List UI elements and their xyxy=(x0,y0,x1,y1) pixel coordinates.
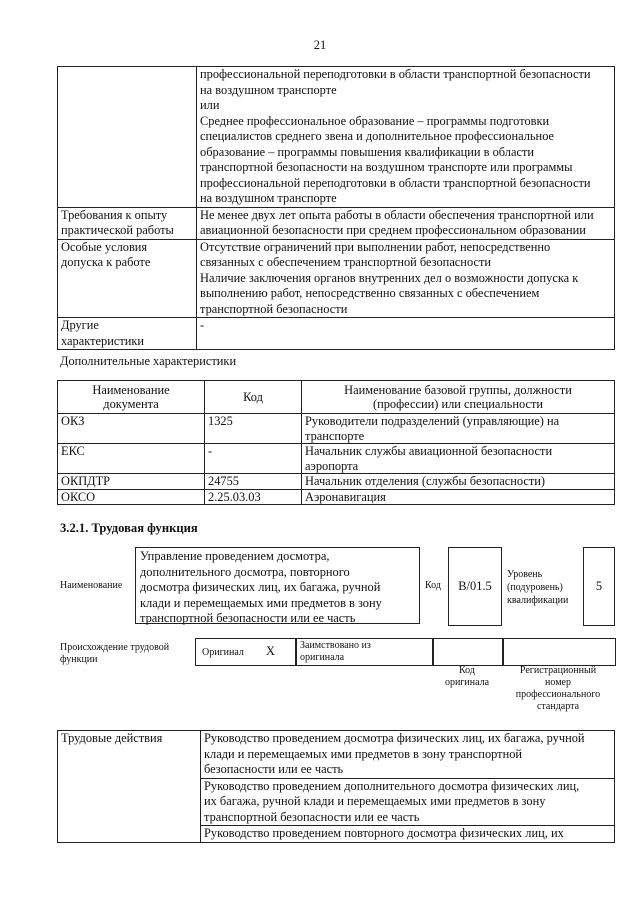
classifier-row xyxy=(58,414,615,444)
qualification-level-label: Уровень (подуровень) квалификации xyxy=(507,569,569,606)
classifier-row xyxy=(58,474,615,490)
requirement-label xyxy=(58,67,197,208)
classifier-row xyxy=(58,489,615,505)
text-line: авиационной безопасности при среднем профессиональном образовании xyxy=(200,223,586,237)
labor-action-item xyxy=(201,778,615,826)
origin-reg-caption: Регистрационный номер профессионального стандарта xyxy=(515,665,601,712)
requirement-value xyxy=(197,318,615,350)
text-line: профессиональной переподготовки в области транспортной безопасности xyxy=(200,67,591,81)
text-line: на воздушном транспорте xyxy=(200,191,337,205)
text-line: профессиональной переподготовки в области транспортной безопасности xyxy=(200,175,591,190)
requirement-value xyxy=(197,239,615,318)
text-line: Руководители подразделений (управляющие) на xyxy=(305,414,560,428)
text-line: выполнению работ, непосредственно связанных с обеспечением xyxy=(200,286,540,300)
classifier-document: ЕКС xyxy=(58,444,205,474)
text-line: допуска к работе xyxy=(61,255,151,269)
classifier-code: 2.25.03.03 xyxy=(205,489,302,505)
requirement-value xyxy=(197,207,615,239)
text-line: транспортной безопасности на воздушном транспорте или программы xyxy=(200,160,573,174)
name-label: Наименование xyxy=(60,580,123,591)
text-line: Руководство проведением досмотра физических лиц, их багажа, ручной xyxy=(204,731,585,745)
requirement-label xyxy=(58,318,197,350)
text-line: Требования к опыту xyxy=(61,207,168,222)
text-line: их багажа, ручной клади и перемещаемых ими предметов в зону xyxy=(204,794,546,808)
classifier-name xyxy=(302,414,615,444)
page-number: 21 xyxy=(313,38,327,52)
qualification-level-box: 5 xyxy=(583,547,615,626)
labor-action-item xyxy=(201,731,615,779)
text-line: транспорте xyxy=(305,428,365,443)
text-line: аэропорта xyxy=(305,458,359,473)
text-line: транспортной безопасности xyxy=(200,301,348,316)
text-line: Отсутствие ограничений при выполнении работ, непосредственно xyxy=(200,239,551,254)
labor-action-row xyxy=(58,731,615,779)
classifier-row xyxy=(58,444,615,474)
labor-actions-label: Трудовые действия xyxy=(58,731,201,843)
origin-label: Происхождение трудовой функции xyxy=(60,642,170,665)
text-line: Наличие заключения органов внутренних дел о возможности допуска к xyxy=(200,270,579,285)
labor-actions-table xyxy=(57,730,615,843)
requirements-table xyxy=(57,66,615,350)
classifier-name xyxy=(302,489,615,505)
requirement-label xyxy=(58,239,197,318)
original-label: Оригинал xyxy=(202,647,244,658)
classifier-document: ОКПДТР xyxy=(58,474,205,490)
text-line: Аэронавигация xyxy=(305,489,386,504)
requirement-row xyxy=(58,207,615,239)
section-title: 3.2.1. Трудовая функция xyxy=(60,521,198,535)
origin-code-caption: Код оригинала xyxy=(444,665,490,688)
borrowed-label: Заимствовано из оригинала xyxy=(300,640,371,663)
borrowed-cell xyxy=(295,638,434,666)
text-line: Начальник службы авиационной безопасности xyxy=(305,444,553,458)
header-code: Код xyxy=(205,381,302,414)
code-label: Код xyxy=(425,580,441,591)
text-line: - xyxy=(200,318,205,332)
text-line: практической работы xyxy=(61,223,174,237)
requirement-row xyxy=(58,318,615,350)
labor-action-item xyxy=(201,826,615,843)
classifier-code: - xyxy=(205,444,302,474)
function-code-box: B/01.5 xyxy=(448,547,502,626)
text-line: транспортной безопасности или ее часть xyxy=(204,809,420,824)
function-name-box: Управление проведением досмотра, дополнительного досмотра, повторного досмотра физических лиц, их багажа, ручной клади и перемещаемых ими предметов в зону транспортной безопасности или ее часть xyxy=(135,547,420,624)
classifier-name xyxy=(302,474,615,490)
origin-code-cell xyxy=(432,638,504,666)
text-line: Начальник отделения (службы безопасности) xyxy=(305,474,546,488)
text-line: Другие xyxy=(61,318,99,332)
text-line: характеристики xyxy=(61,333,145,348)
text-line: или xyxy=(200,98,220,112)
text-line: безопасности или ее часть xyxy=(204,762,344,776)
classifier-code: 24755 xyxy=(205,474,302,490)
classifier-document: ОКЗ xyxy=(58,414,205,444)
text-line: на воздушном транспорте xyxy=(200,82,337,97)
origin-reg-cell xyxy=(502,638,616,666)
requirement-label xyxy=(58,207,197,239)
text-line: Особые условия xyxy=(61,239,148,254)
text-line: Не менее двух лет опыта работы в области обеспечения транспортной или xyxy=(200,207,594,222)
classifier-table xyxy=(57,380,615,505)
requirement-value xyxy=(197,67,615,208)
text-line: Среднее профессиональное образование – программы подготовки xyxy=(200,113,550,128)
header-document: Наименование документа xyxy=(58,381,205,414)
text-line: связанных с обеспечением транспортной безопасности xyxy=(200,255,491,269)
classifier-name xyxy=(302,444,615,474)
text-line: клади и перемещаемых ими предметов в зону транспортной xyxy=(204,746,523,761)
original-cell xyxy=(195,638,297,666)
text-line: Руководство проведением повторного досмотра физических лиц, их xyxy=(204,826,564,840)
additional-characteristics-heading: Дополнительные характеристики xyxy=(60,354,237,368)
text-line: специалистов среднего звена и дополнительное профессиональное xyxy=(200,129,555,143)
classifier-code: 1325 xyxy=(205,414,302,444)
classifier-document: ОКСО xyxy=(58,489,205,505)
requirement-row xyxy=(58,67,615,208)
requirement-row xyxy=(58,239,615,318)
text-line: Руководство проведением дополнительного досмотра физических лиц, xyxy=(204,778,580,793)
original-mark: X xyxy=(266,644,275,658)
text-line: образование – программы повышения квалификации в области xyxy=(200,144,535,159)
header-name: Наименование базовой группы, должности (профессии) или специальности xyxy=(302,381,615,414)
